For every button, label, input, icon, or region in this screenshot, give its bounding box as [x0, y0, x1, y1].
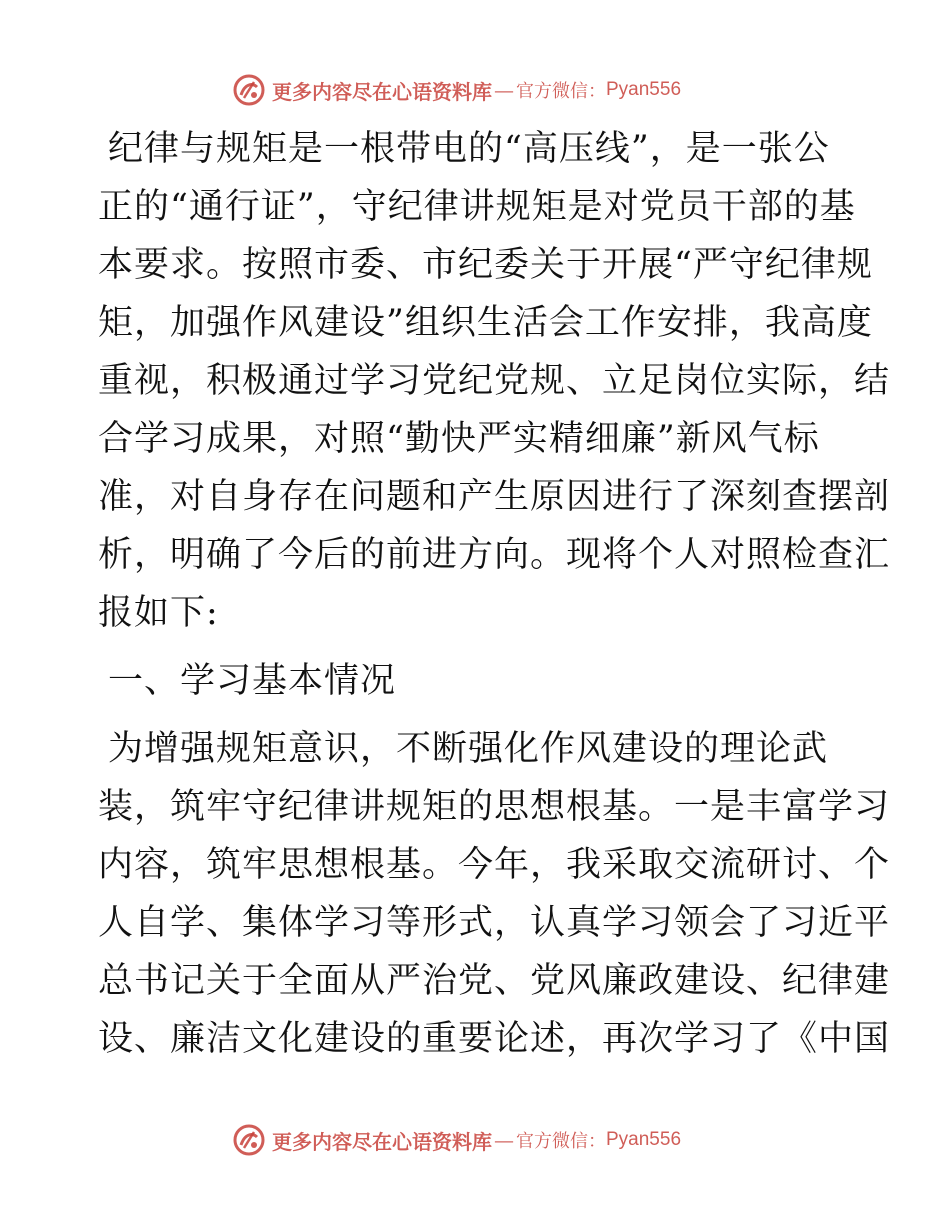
paragraph-1-line-3: 本要求。按照市委、市纪委关于开展“严守纪律规: [98, 245, 873, 285]
section-heading: 一、学习基本情况: [108, 661, 397, 701]
watermark-text: 更多内容尽在心语资料库: [272, 79, 492, 104]
paragraph-1-line-9: 报如下:: [98, 593, 219, 633]
paragraph-2-line-6: 设、廉洁文化建设的重要论述，再次学习了《中国: [98, 1019, 891, 1059]
watermark-wechat-id: Pyan556: [606, 79, 682, 100]
watermark-wechat-id: Pyan556: [606, 1129, 682, 1150]
document-body: [98, 120, 891, 1068]
paragraph-1-line-6: 合学习成果，对照“勤快严实精细廉”新风气标: [98, 419, 820, 459]
paragraph-1-line-8: 析，明确了今后的前进方向。现将个人对照检查汇: [98, 535, 891, 575]
watermark-text: 更多内容尽在心语资料库: [272, 1129, 492, 1154]
footer-watermark: [232, 1122, 681, 1158]
header-watermark: [232, 72, 681, 108]
paragraph-1-line-1: 纪律与规矩是一根带电的“高压线”，是一张公: [108, 129, 830, 169]
seal-logo-icon: [232, 73, 266, 107]
paragraph-1-line-5: 重视，积极通过学习党纪党规、立足岗位实际，结: [98, 361, 891, 401]
watermark-wechat-label: 官方微信：: [516, 81, 606, 102]
watermark-wechat-label: 官方微信：: [516, 1131, 606, 1152]
paragraph-2-line-1: 为增强规矩意识，不断强化作风建设的理论武: [108, 729, 829, 769]
seal-logo-icon: [232, 1123, 266, 1157]
watermark-dash: —: [494, 1128, 514, 1152]
paragraph-1-line-2: 正的“通行证”，守纪律讲规矩是对党员干部的基: [98, 187, 856, 227]
paragraph-2-line-3: 内容，筑牢思想根基。今年，我采取交流研讨、个: [98, 845, 891, 885]
paragraph-1-line-7: 准，对自身存在问题和产生原因进行了深刻查摆剖: [98, 477, 891, 517]
paragraph-2-line-2: 装，筑牢守纪律讲规矩的思想根基。一是丰富学习: [98, 787, 891, 827]
paragraph-2-line-5: 总书记关于全面从严治党、党风廉政建设、纪律建: [98, 961, 891, 1001]
paragraph-2-line-4: 人自学、集体学习等形式，认真学习领会了习近平: [98, 903, 891, 943]
spacer: [98, 710, 850, 720]
paragraph-1-line-4: 矩，加强作风建设”组织生活会工作安排，我高度: [98, 303, 873, 343]
watermark-dash: —: [494, 78, 514, 102]
